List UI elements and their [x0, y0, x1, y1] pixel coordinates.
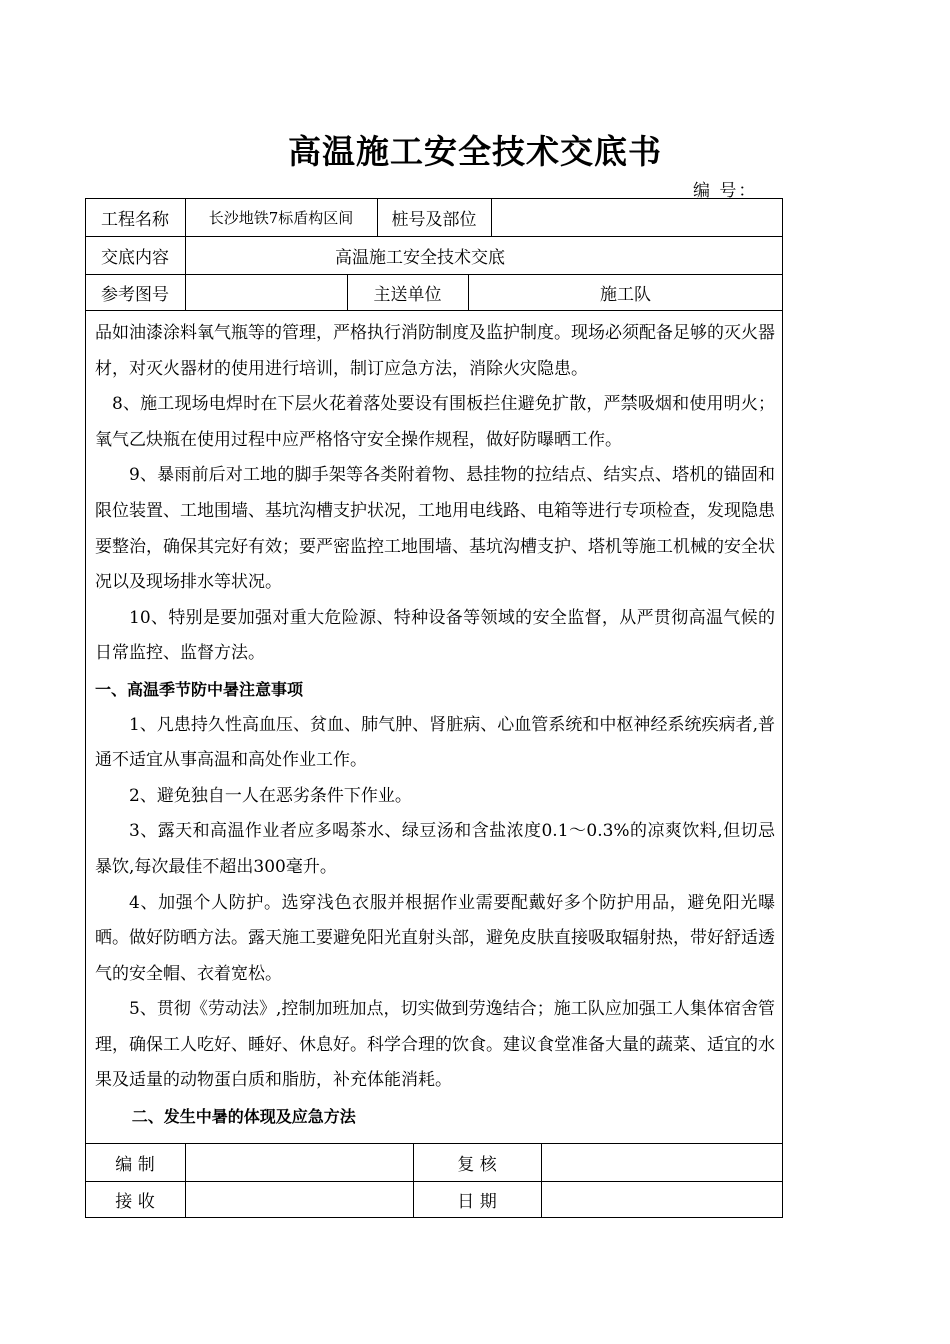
- date-value: [541, 1181, 783, 1218]
- serial-number-label: 编 号：: [693, 181, 758, 201]
- date-label: 日 期: [457, 1192, 497, 1212]
- body-paragraph: 4、加强个人防护。选穿浅色衣服并根据作业需要配戴好多个防护用品，避免阳光曝晒。做好防晒方法。露天施工要避免阳光直射头部，避免皮肤直接吸取辐射热，带好舒适透气的安全帽、衣着宽松。: [95, 892, 775, 984]
- send-to-label: 主送单位: [373, 284, 442, 305]
- section-heading: 二、发生中暑的体现及应急方法: [131, 1107, 356, 1127]
- body-paragraph: 3、露天和高温作业者应多喝茶水、绿豆汤和含盐浓度0.1～0.3%的凉爽饮料,但切忌暴饮,每次最佳不超出300毫升。: [95, 821, 775, 877]
- content-label: 交底内容: [101, 247, 169, 268]
- content-value: 高温施工安全技术交底: [335, 247, 505, 268]
- body-paragraph: 1、凡患持久性高血压、贫血、肺气肿、肾脏病、心血管系统和中枢神经系统疾病者,普通不适宜从事高温和高处作业工作。: [95, 714, 775, 771]
- review-label: 复 核: [457, 1154, 497, 1175]
- review-value: [541, 1143, 783, 1181]
- drawing-value: [185, 274, 347, 310]
- station-label: 桩号及部位: [391, 209, 477, 230]
- station-value: [491, 198, 783, 236]
- compile-value: [185, 1143, 413, 1181]
- project-name-value: 长沙地铁7标盾构区间: [208, 208, 354, 227]
- send-to-value: 施工队: [600, 284, 651, 305]
- body-paragraph: 5、贯彻《劳动法》,控制加班加点，切实做到劳逸结合；施工队应加强工人集体宿舍管理，确保工人吃好、睡好、休息好。科学合理的饮食。建议食堂准备大量的蔬菜、适宜的水果及适量的动物蛋白质和脂肪，补充体能消耗。: [95, 999, 775, 1091]
- row-divider: [85, 310, 783, 311]
- body-paragraph: 品如油漆涂料氧气瓶等的管理，严格执行消防制度及监护制度。现场必须配备足够的灭火器材，对灭火器材的使用进行培训，制订应急方法，消除火灾隐患。: [95, 323, 775, 379]
- body-paragraph: 2、避免独自一人在恶劣条件下作业。: [129, 785, 412, 806]
- body-paragraph: 8、施工现场电焊时在下层火花着落处要设有围板拦住避免扩散，严禁吸烟和使用明火；氧气乙炔瓶在使用过程中应严格恪守安全操作规程，做好防曝晒工作。: [95, 394, 775, 450]
- body-paragraph: 9、暴雨前后对工地的脚手架等各类附着物、悬挂物的拉结点、结实点、塔机的锚固和限位装置、工地围墙、基坑沟槽支护状况，工地用电线路、电箱等进行专项检查，发现隐患要整治，确保其完好有效；要严密监控工地围墙、基坑沟槽支护、塔机等施工机械的安全状况以及现场排水等状况。: [95, 465, 775, 593]
- body-paragraph: 10、特别是要加强对重大危险源、特种设备等领域的安全监督，从严贯彻高温气候的日常监控、监督方法。: [95, 607, 775, 664]
- drawing-label: 参考图号: [101, 284, 169, 305]
- disclosure-body: [95, 316, 775, 1135]
- section-heading: 一、高温季节防中暑注意事项: [95, 679, 304, 699]
- receive-value: [185, 1181, 413, 1218]
- document-title: 高温施工安全技术交底书: [288, 132, 662, 171]
- compile-label: 编 制: [115, 1154, 155, 1175]
- receive-label: 接 收: [115, 1192, 155, 1212]
- project-name-label: 工程名称: [101, 209, 169, 230]
